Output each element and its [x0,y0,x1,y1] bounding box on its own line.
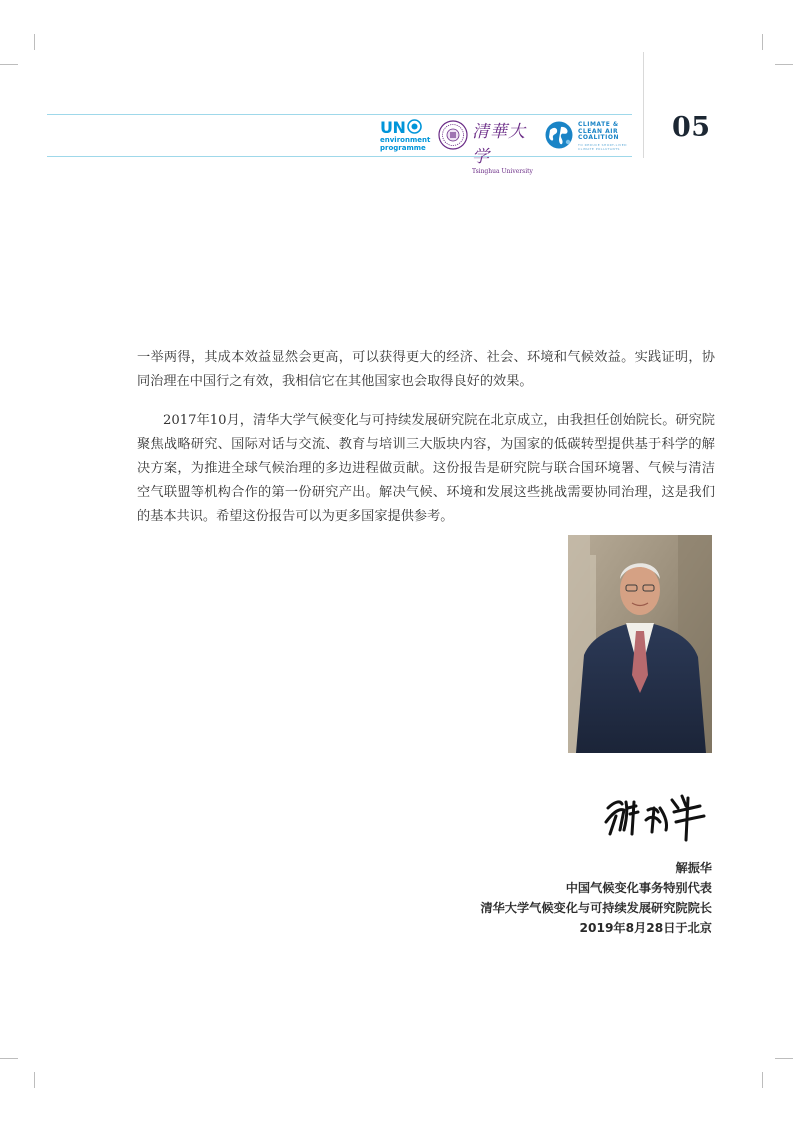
header-rule-top [47,114,632,115]
un-logo-line3: programme [380,144,426,152]
ccac-line-1: CLIMATE & [578,121,619,128]
crop-mark [775,64,793,65]
crop-mark [762,1072,763,1088]
crop-mark [762,34,763,50]
author-name: 解振华 [675,861,712,875]
tsinghua-name-en: Tsinghua University [472,168,533,175]
un-logo-line2: environment [380,136,431,144]
paragraph-2: 2017年10月，清华大学气候变化与可持续发展研究院在北京成立，由我担任创始院长。研究院聚焦战略研究、国际对话与交流、教育与培训三大版块内容，为国家的低碳转型提供基于科学的解决方案，为推进全球气候治理的多边进程做贡献。这份报告是研究院与联合国环境署、气候与清洁空气联盟等机构合作的第一份研究产出。解决气候、环境和发展这些挑战需要协同治理，这是我们的基本共识。希望这份报告可以为更多国家提供参考。 [137,413,715,524]
ccac-globe-icon [544,120,574,150]
handwritten-signature [602,778,714,842]
signature-date: 2019年8月28日于北京 [579,921,712,935]
header-separator [643,52,644,158]
partner-logos [380,118,630,175]
author-title-2: 清华大学气候变化与可持续发展研究院院长 [480,901,712,915]
ccac-line-3: COALITION [578,134,619,141]
crop-mark [0,64,18,65]
crop-mark [34,34,35,50]
un-environment-logo [380,118,432,154]
page-number: 05 [672,112,711,143]
signature-block [480,858,712,938]
author-title-1: 中国气候变化事务特别代表 [565,881,712,895]
un-emblem-icon [407,119,422,134]
ccac-line-2: CLEAN AIR [578,127,619,135]
tsinghua-seal-icon [438,120,468,150]
author-portrait [568,535,712,753]
crop-mark [34,1072,35,1088]
paragraph-1: 一举两得，其成本效益显然会更高，可以获得更大的经济、社会、环境和气候效益。实践证明，协同治理在中国行之有效，我相信它在其他国家也会取得良好的效果。 [137,350,715,389]
un-logo-text: UN [380,118,406,137]
crop-mark [0,1058,18,1059]
header-rule-bottom [47,156,632,157]
crop-mark [775,1058,793,1059]
ccac-tagline: TO REDUCE SHORT-LIVED CLIMATE POLLUTANTS [578,142,627,151]
foreword-text [137,346,715,529]
tsinghua-name-cn: 清華大学 [472,122,526,167]
ccac-wordmark [578,122,630,151]
tsinghua-wordmark [472,117,534,175]
